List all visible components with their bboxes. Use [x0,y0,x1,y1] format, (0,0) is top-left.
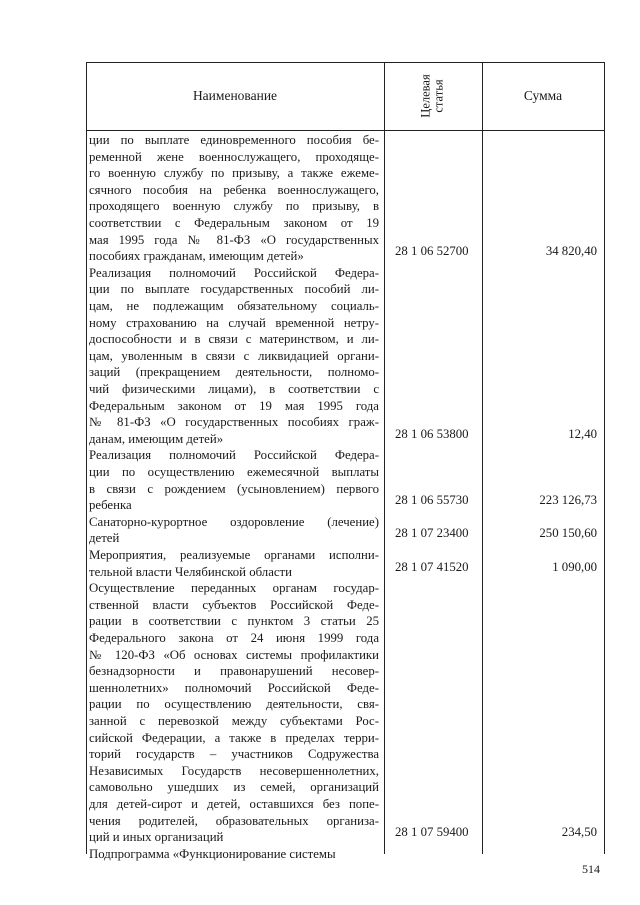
row-5-sum: 234,50 [561,825,597,840]
row-5-text-line: Независимых Государств несовершеннолетних, [89,763,379,778]
table-left-border [86,62,87,854]
column-divider-2 [482,62,483,854]
header-target-article [384,62,482,130]
row-6-text-line: Подпрограмма «Функционирование системы [89,846,336,861]
row-3-sum: 250 150,60 [539,526,597,541]
row-5-text-line: чения родителей, образовательных организа- [89,813,379,828]
row-5-text-line: Федерального закона от 24 июня 1999 года [89,631,379,645]
row-2-sum: 223 126,73 [539,493,597,508]
row-3-target-code: 28 1 07 23400 [395,526,469,541]
row-1-text-line: ции по выплате государственных пособий ли- [89,282,379,297]
row-2-text-line: в связи с рождением (усыновлением) первого [89,481,379,496]
row-1-sum: 12,40 [568,426,597,441]
row-5-text-line: безнадзорности и правонарушений несовер- [89,664,379,679]
row-3-text-line: детей [89,531,120,546]
row-5-text-line: Осуществление переданных органам государ- [89,581,379,596]
row-1-text-line: цам, не подлежащим обязательному социаль- [89,299,379,313]
row-0-text-line: проходящего военную службу по призыву, в [89,199,379,214]
row-5-text-line: шеннолетних» полномочий Российской Феде- [89,680,379,695]
row-0-text-line: пособиях гражданам, имеющим детей» [89,249,304,264]
row-2-text-line: Реализация полномочий Российской Федера- [89,448,379,463]
row-5-text-line: занной с перевозкой между субъектами Рос- [89,714,379,728]
row-4-target-code: 28 1 07 41520 [395,559,469,574]
row-5-text-line: торий государств – участников Содружества [89,747,379,762]
row-3-text-line: Санаторно-курортное оздоровление (лечение) [89,514,379,529]
row-0-text-line: мая 1995 года № 81-ФЗ «О государственных [89,232,379,247]
row-1-text-line: № 81-ФЗ «О государственных пособиях граж- [89,415,379,430]
table-right-border [604,62,605,854]
row-1-text-line: цам, уволенным в связи с ликвидацией органи- [89,348,379,363]
row-1-text-line: заций (прекращением деятельности, полномо- [89,365,379,380]
header-bottom-border [86,130,604,131]
row-5-text-line: сийской Федерации, а также в пределах терри- [89,730,379,745]
row-5-text-line: рации в соответствии с пунктом 3 статьи 25 [89,614,379,629]
header-sum: Сумма [523,88,563,103]
row-5-text-line: для детей-сирот и детей, оставшихся без попе- [89,797,379,811]
row-1-text-line: Реализация полномочий Российской Федера- [89,265,379,280]
row-2-text-line: ции по осуществлению ежемесячной выплаты [89,465,379,479]
row-2-text-line: ребенка [89,498,132,513]
row-0-text-line: ременной жене военнослужащего, проходяще- [89,149,379,164]
row-1-text-line: ному страхованию на случай временной нетру- [89,315,379,330]
row-5-text-line: рации по осуществлению деятельности, свя- [89,697,379,712]
row-0-text-line: го военную службу по призыву, а также ежеме- [89,166,379,181]
row-0-text-line: ции по выплате единовременного пособия бе- [89,133,379,147]
header-name: Наименование [192,88,278,103]
row-4-sum: 1 090,00 [552,559,597,574]
header-target-line2: статья [432,79,446,113]
row-1-text-line: доспособности и в связи с материнством, и ли- [89,332,379,347]
row-4-text-line: тельной власти Челябинской области [89,564,292,579]
row-4-text-line: Мероприятия, реализуемые органами исполни- [89,548,379,562]
row-0-target-code: 28 1 06 52700 [395,244,469,259]
header-target-line1: Целевая [419,74,433,118]
row-5-target-code: 28 1 07 59400 [395,825,469,840]
row-1-target-code: 28 1 06 53800 [395,426,469,441]
row-5-text-line: ций и иных организаций [89,830,224,845]
row-5-text-line: самовольно ушедших из семей, организаций [89,780,379,795]
row-0-sum: 34 820,40 [545,244,597,259]
row-0-text-line: соответствии с Федеральным законом от 19 [89,216,379,230]
column-divider-1 [384,62,385,854]
page-number: 514 [582,862,600,876]
row-5-text-line: ственной власти субъектов Российской Феде- [89,597,379,612]
row-5-text-line: № 120-ФЗ «Об основах системы профилактики [89,647,379,662]
row-0-text-line: сячного пособия на ребенка военнослужащего, [89,182,379,197]
row-2-target-code: 28 1 06 55730 [395,493,469,508]
row-1-text-line: данам, имеющим детей» [89,431,224,446]
row-1-text-line: чий физическими лицами), в соответствии с [89,382,379,396]
row-1-text-line: Федеральным законом от 19 мая 1995 года [89,398,379,413]
